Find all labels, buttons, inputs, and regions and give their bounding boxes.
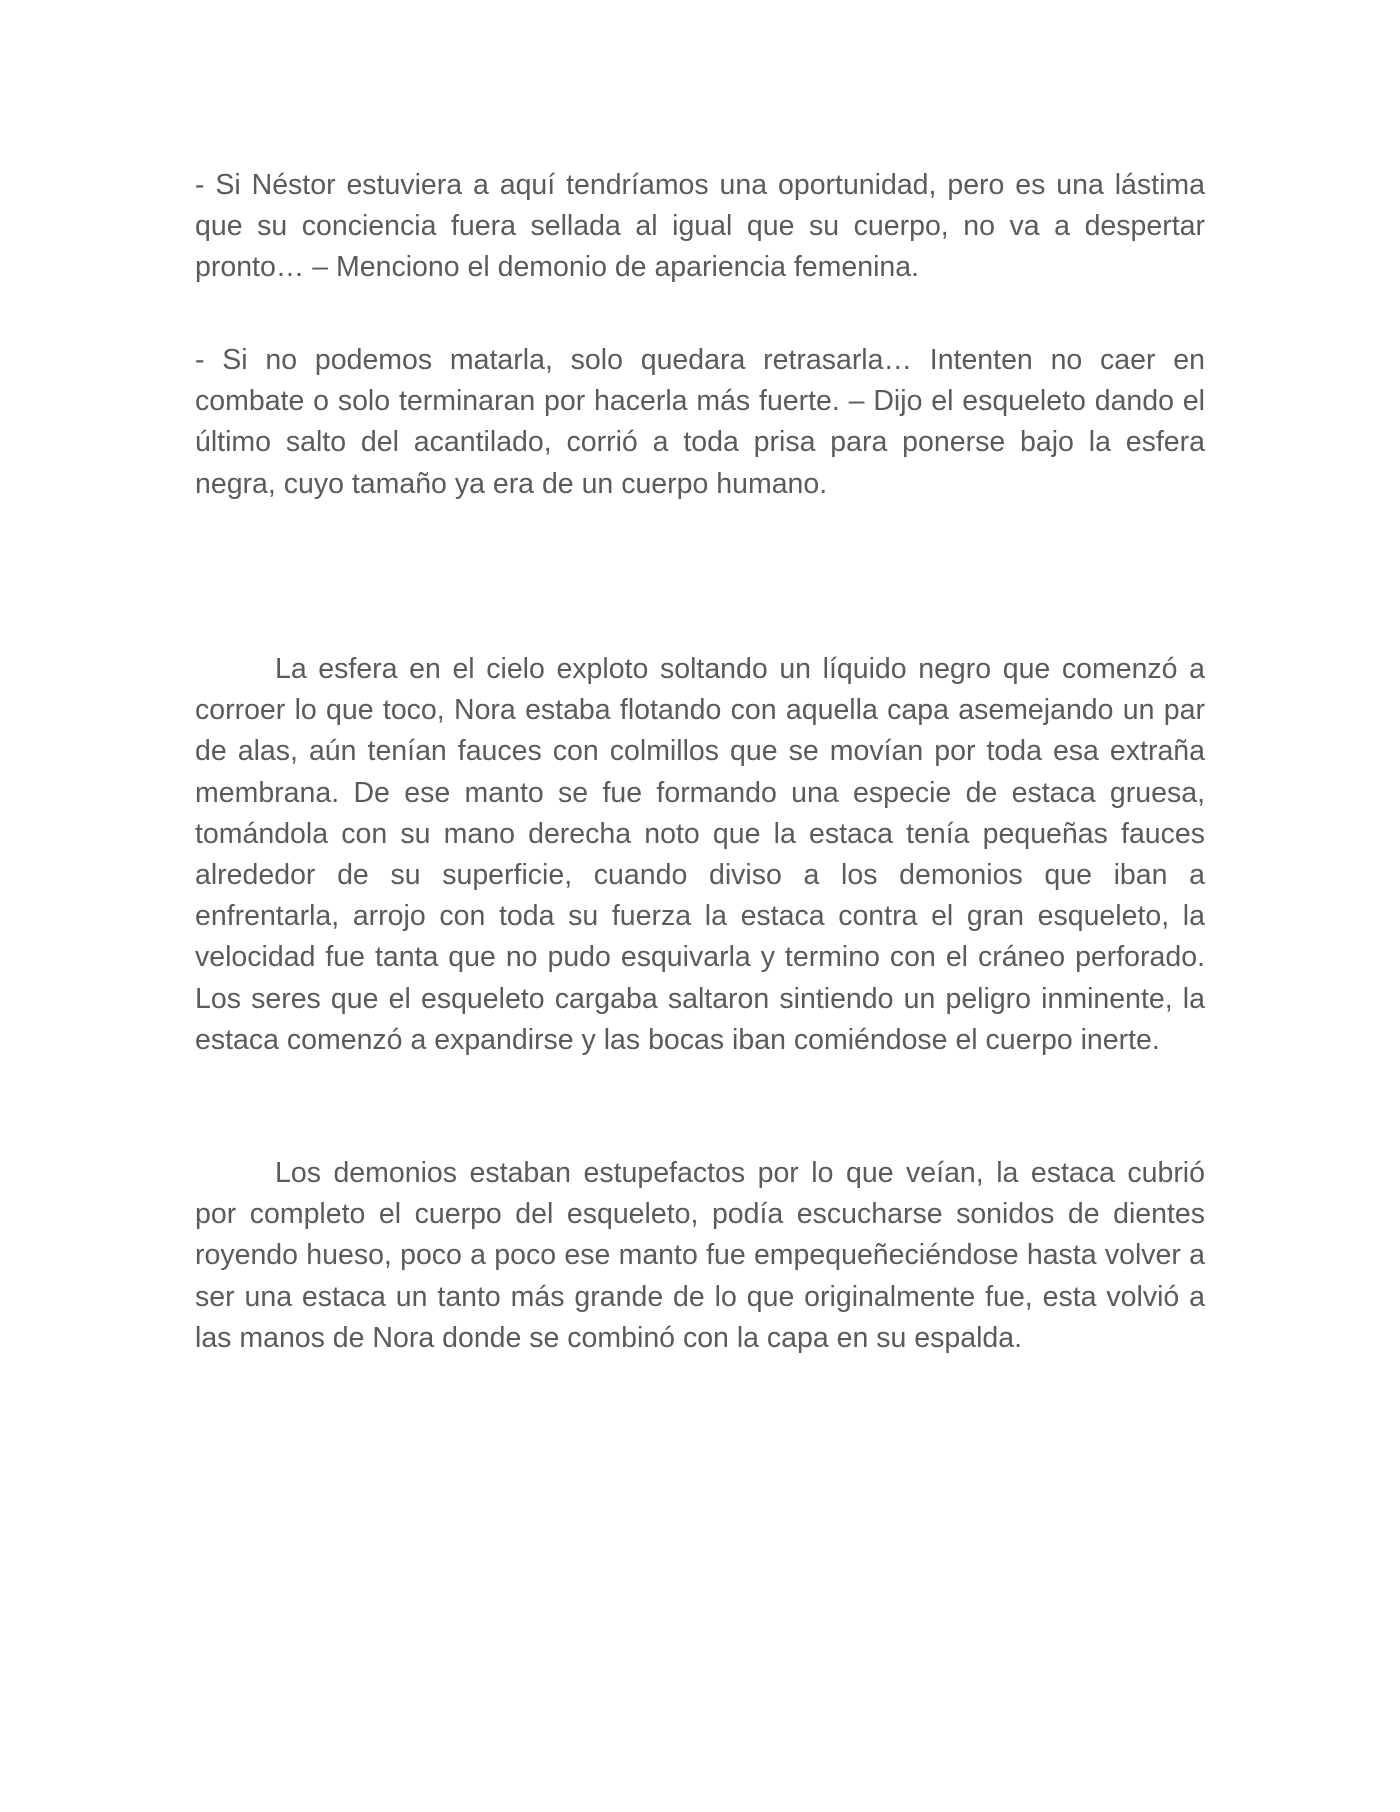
paragraph-narrative-2: Los demonios estaban estupefactos por lo que veían, la estaca cubrió por completo el cuerpo del esqueleto, podía escucharse sonidos de dientes royendo hueso, poco a poco ese manto fue empequeñeciéndose hasta volver a ser una estaca un tanto más grande de lo que originalmente fue, esta volvió a las manos de Nora donde se combinó con la capa en su espalda. — [195, 1157, 1205, 1354]
paragraph-dialogue-2: - Si no podemos matarla, solo quedara retrasarla… Intenten no caer en combate o solo terminaran por hacerla más fuerte. – Dijo el esqueleto dando el último salto del acantilado, corrió a toda prisa para ponerse bajo la esfera negra, cuyo tamaño ya era de un cuerpo humano. — [195, 344, 1205, 500]
paragraph-narrative-1: La esfera en el cielo exploto soltando un líquido negro que comenzó a corroer lo que toco, Nora estaba flotando con aquella capa asemejando un par de alas, aún tenían fauces con colmillos que se movían por toda esa extraña membrana. De ese manto se fue formando una especie de estaca gruesa, tomándola con su mano derecha noto que la estaca tenía pequeñas fauces alrededor de su superficie, cuando diviso a los demonios que iban a enfrentarla, arrojo con toda su fuerza la estaca contra el gran esqueleto, la velocidad fue tanta que no pudo esquivarla y termino con el cráneo perforado. Los seres que el esqueleto cargaba saltaron sintiendo un peligro inminente, la estaca comenzó a expandirse y las bocas iban comiéndose el cuerpo inerte. — [195, 653, 1205, 1056]
paragraph-dialogue-1: - Si Néstor estuviera a aquí tendríamos una oportunidad, pero es una lástima que su conciencia fuera sellada al igual que su cuerpo, no va a despertar pronto… – Menciono el demonio de apariencia femenina. — [195, 169, 1205, 284]
